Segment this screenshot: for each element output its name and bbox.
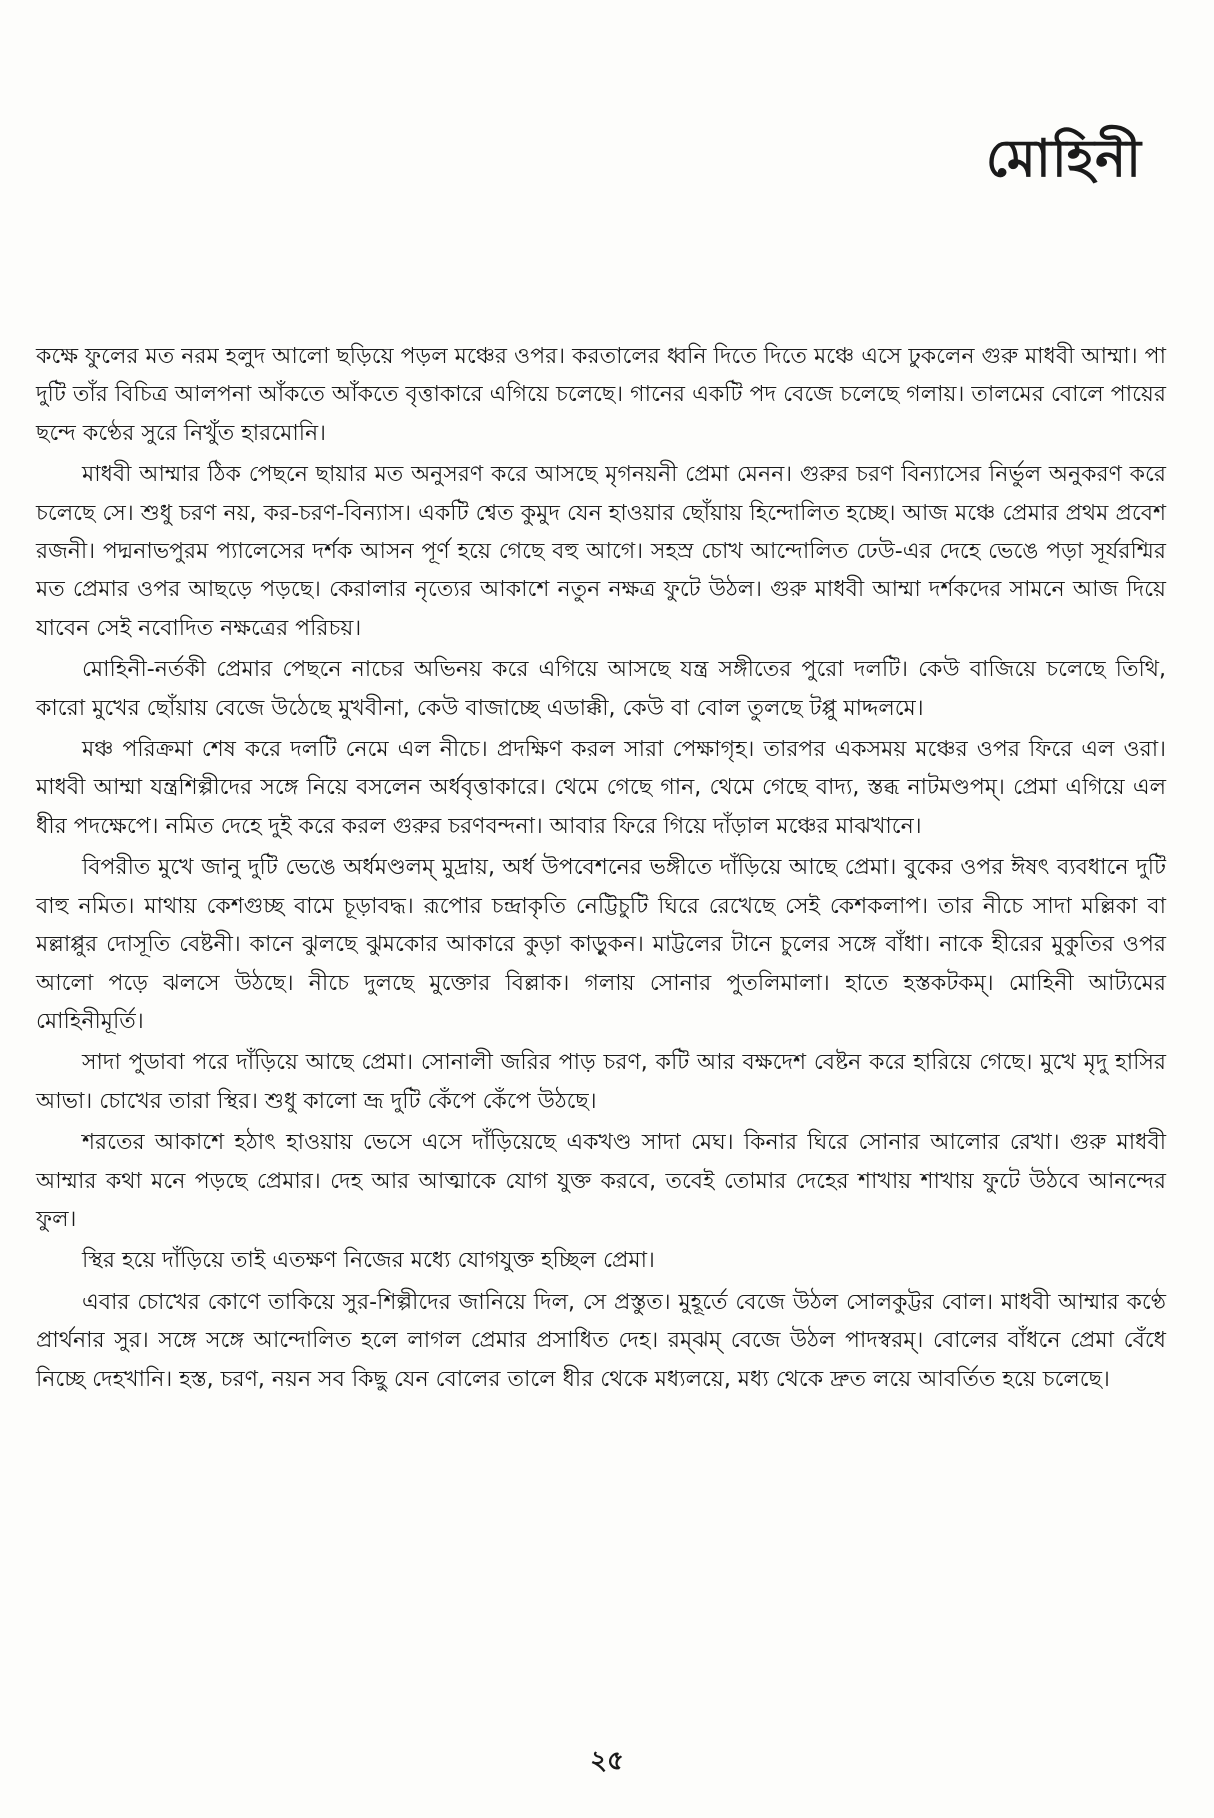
page-number: ২৫ (590, 1746, 624, 1776)
chapter-title: মোহিনী (985, 129, 1142, 189)
paragraph-4: মঞ্চ পরিক্রমা শেষ করে দলটি নেমে এল নীচে। প্রদক্ষিণ করল সারা পেক্ষাগৃহ। তারপর একসময় মঞ্চের ওপর ফিরে এল ওরা। মাধবী আম্মা যন্ত্রশিল্পীদের সঙ্গে নিয়ে বসলেন অর্ধবৃত্তাকারে। থেমে গেছে গান, থেমে গেছে বাদ্য, স্তব্ধ নাটমণ্ডপম্। প্রেমা এগিয়ে এল ধীর পদক্ষেপে। নমিত দেহে দুই করে করল গুরুর চরণবন্দনা। আবার ফিরে গিয়ে দাঁড়াল মঞ্চের মাঝখানে। (36, 737, 1166, 839)
paragraph-5: বিপরীত মুখে জানু দুটি ভেঙে অর্ধমণ্ডলম্ মুদ্রায়, অর্ধ উপবেশনের ভঙ্গীতে দাঁড়িয়ে আছে প্রেমা। বুকের ওপর ঈষৎ ব্যবধানে দুটি বাহু নমিত। মাথায় কেশগুচ্ছ বামে চূড়াবদ্ধ। রূপোর চন্দ্রাকৃতি নেট্টিচুটি ঘিরে রেখেছে সেই কেশকলাপ। তার নীচে সাদা মল্লিকা বা মল্লাপ্পুর দোসূতি বেষ্টনী। কানে ঝুলছে ঝুমকোর আকারে কুড়া কাড়ুকন। মাট্টলের টানে চুলের সঙ্গে বাঁধা। নাকে হীরের মুকুতির ওপর আলো পড়ে ঝলসে উঠছে। নীচে দুলছে মুক্তোর বিল্লাক। গলায় সোনার পুতলিমালা। হাতে হস্তকটকম্। মোহিনী আট্যমের মোহিনীমূর্তি। (36, 855, 1166, 1034)
paragraph-8: স্থির হয়ে দাঁড়িয়ে তাই এতক্ষণ নিজের মধ্যে যোগযুক্ত হচ্ছিল প্রেমা। (82, 1248, 655, 1274)
paragraph-1: কক্ষে ফুলের মত নরম হলুদ আলো ছড়িয়ে পড়ল মঞ্চের ওপর। করতালের ধ্বনি দিতে দিতে মঞ্চে এসে ঢুকলেন গুরু মাধবী আম্মা। পা দুটি তাঁর বিচিত্র আলপনা আঁকতে আঁকতে বৃত্তাকারে এগিয়ে চলেছে। গানের একটি পদ বেজে চলেছে গলায়। তালমের বোলে পায়ের ছন্দে কণ্ঠের সুরে নিখুঁত হারমোনি। (36, 344, 1166, 446)
body-text (36, 338, 1166, 1402)
paragraph-3: মোহিনী-নর্তকী প্রেমার পেছনে নাচের অভিনয় করে এগিয়ে আসছে যন্ত্র সঙ্গীতের পুরো দলটি। কেউ বাজিয়ে চলেছে তিথি, কারো মুখের ছোঁয়ায় বেজে উঠেছে মুখবীনা, কেউ বাজাচ্ছে এডাক্কী, কেউ বা বোল তুলছে টপ্পু মাদ্দলমে। (36, 657, 1166, 721)
paragraph-6: সাদা পুডাবা পরে দাঁড়িয়ে আছে প্রেমা। সোনালী জরির পাড় চরণ, কটি আর বক্ষদেশ বেষ্টন করে হারিয়ে গেছে। মুখে মৃদু হাসির আভা। চোখের তারা স্থির। শুধু কালো ভ্রূ দুটি কেঁপে কেঁপে উঠছে। (36, 1050, 1166, 1114)
paragraph-7: শরতের আকাশে হঠাৎ হাওয়ায় ভেসে এসে দাঁড়িয়েছে একখণ্ড সাদা মেঘ। কিনার ঘিরে সোনার আলোর রেখা। গুরু মাধবী আম্মার কথা মনে পড়ছে প্রেমার। দেহ আর আত্মাকে যোগ যুক্ত করবে, তবেই তোমার দেহের শাখায় শাখায় ফুটে উঠবে আনন্দের ফুল। (36, 1130, 1166, 1232)
paragraph-2: মাধবী আম্মার ঠিক পেছনে ছায়ার মত অনুসরণ করে আসছে মৃগনয়নী প্রেমা মেনন। গুরুর চরণ বিন্যাসের নির্ভুল অনুকরণ করে চলেছে সে। শুধু চরণ নয়, কর-চরণ-বিন্যাস। একটি শ্বেত কুমুদ যেন হাওয়ার ছোঁয়ায় হিন্দোলিত হচ্ছে। আজ মঞ্চে প্রেমার প্রথম প্রবেশ রজনী। পদ্মনাভপুরম প্যালেসের দর্শক আসন পূর্ণ হয়ে গেছে বহু আগে। সহস্র চোখ আন্দোলিত ঢেউ-এর দেহে ভেঙে পড়া সূর্যরশ্মির মত প্রেমার ওপর আছড়ে পড়ছে। কেরালার নৃত্যের আকাশে নতুন নক্ষত্র ফুটে উঠল। গুরু মাধবী আম্মা দর্শকদের সামনে আজ দিয়ে যাবেন সেই নবোদিত নক্ষত্রের পরিচয়। (36, 462, 1166, 641)
paragraph-9: এবার চোখের কোণে তাকিয়ে সুর-শিল্পীদের জানিয়ে দিল, সে প্রস্তুত। মুহূর্তে বেজে উঠল সোলকুট্টর বোল। মাধবী আম্মার কণ্ঠে প্রার্থনার সুর। সঙ্গে সঙ্গে আন্দোলিত হলে লাগল প্রেমার প্রসাধিত দেহ। রম্ঝম্ বেজে উঠল পাদস্বরম্। বোলের বাঁধনে প্রেমা বেঁধে নিচ্ছে দেহখানি। হস্ত, চরণ, নয়ন সব কিছু যেন বোলের তালে ধীর থেকে মধ্যলয়ে, মধ্য থেকে দ্রুত লয়ে আবর্তিত হয়ে চলেছে। (36, 1289, 1166, 1392)
